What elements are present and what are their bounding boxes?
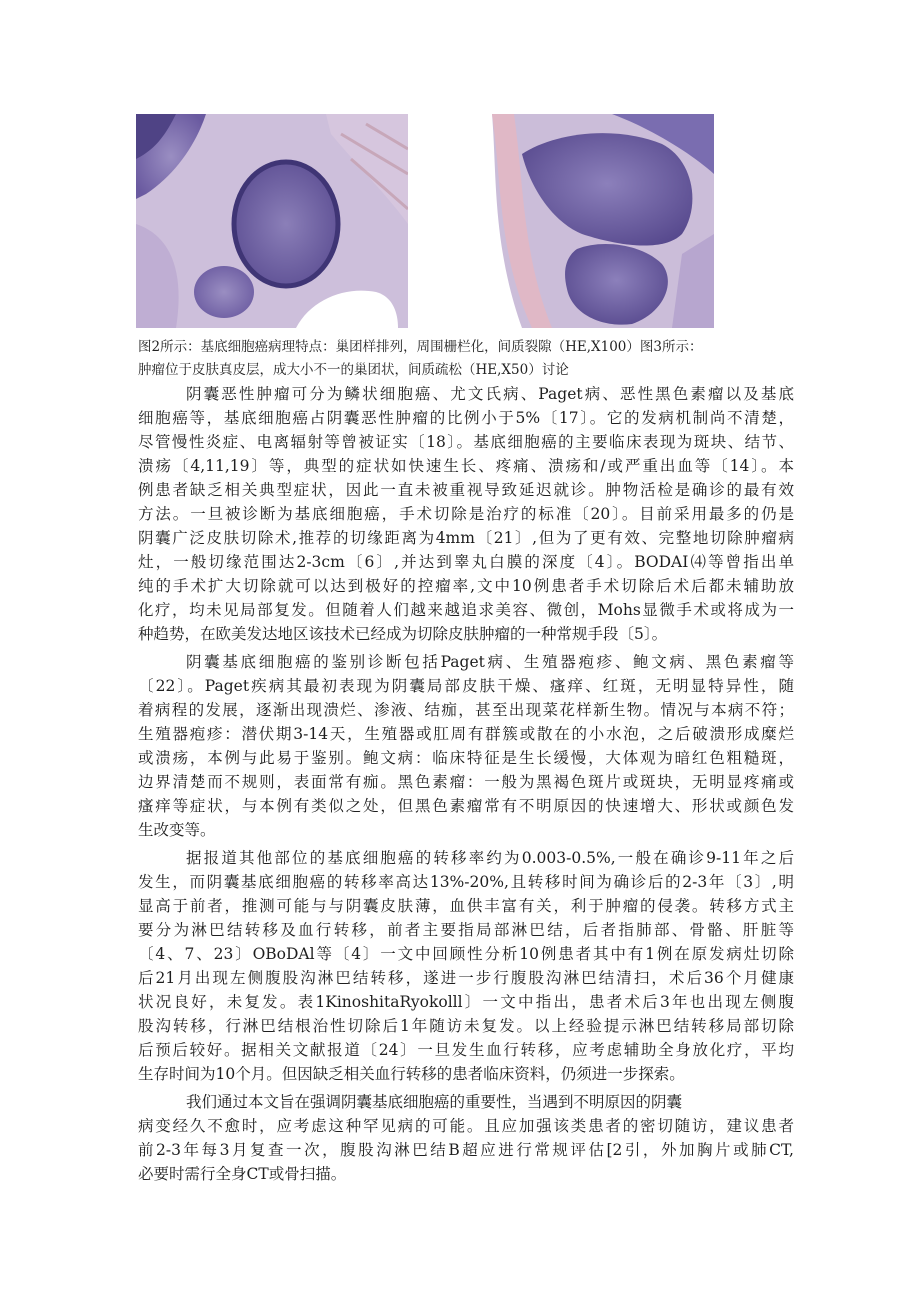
text-line: 病变经久不愈时，应考虑这种罕见病的可能。且应加强该类患者的密切随访，建议患者 <box>138 1117 794 1135</box>
text-line: 后21月出现左侧腹股沟淋巴结转移，遂进一步行腹股沟淋巴结清扫，术后36个月健康 <box>138 969 794 987</box>
text-line: 必要时需行全身CT或骨扫描。 <box>138 1165 347 1183</box>
histology-figure-3 <box>462 114 714 328</box>
text-line: 尽管慢性炎症、电离辐射等曾被证实〔18〕。基底细胞癌的主要临床表现为斑块、结节、 <box>138 433 794 451</box>
text-line: 状况良好，未复发。表1KinoshitaRyokolll〕一文中指出，患者术后3年也出现左侧腹 <box>138 993 794 1011</box>
text-line: 阴囊基底细胞癌的鉴别诊断包括Paget病、生殖器疱疹、鲍文病、黑色素瘤等 <box>186 653 794 671</box>
text-line: 种趋势，在欧美发达地区该技术已经成为切除皮肤肿瘤的一种常规手段〔5〕。 <box>138 625 668 643</box>
text-line: 显高于前者，推测可能与与阴囊皮肤薄，血供丰富有关，利于肿瘤的侵袭。转移方式主 <box>138 897 794 915</box>
text-line: 发生，而阴囊基底细胞癌的转移率高达13%-20%,且转移时间为确诊后的2-3年〔3〕,明 <box>138 873 794 891</box>
text-line: 例患者缺乏相关典型症状，因此一直未被重视导致延迟就诊。肿物活检是确诊的最有效 <box>138 481 794 499</box>
text-line: 阴囊广泛皮肤切除术,推荐的切缘距离为4mm〔21〕,但为了更有效、完整地切除肿瘤病 <box>138 529 794 547</box>
text-line: 要分为淋巴结转移及血行转移，前者主要指局部淋巴结，后者指肺部、骨骼、肝脏等 <box>138 921 794 939</box>
text-line: 〔22〕。Paget疾病其最初表现为阴囊局部皮肤干燥、瘙痒、红斑，无明显特异性，随 <box>138 677 794 695</box>
text-line: 股沟转移，行淋巴结根治性切除后1年随访未复发。以上经验提示淋巴结转移局部切除 <box>138 1017 794 1035</box>
text-line: 生殖器疱疹：潜伏期3-14天，生殖器或肛周有群簇或散在的小水泡，之后破溃形成糜烂 <box>138 725 794 743</box>
text-line: 前2-3年每3月复查一次，腹股沟淋巴结B超应进行常规评估[2引，外加胸片或肺CT, <box>138 1141 794 1159</box>
text-line: 化疗，均未见局部复发。但随着人们越来越追求美容、微创，Mohs显微手术或将成为一 <box>138 601 794 619</box>
figure-2-caption: 图2所示：基底细胞癌病理特点：巢团样排列，周围栅栏化，间质裂隙（HE,X100）图3所示： <box>138 339 703 355</box>
text-line: 细胞癌等，基底细胞癌占阴囊恶性肿瘤的比例小于5%〔17〕。它的发病机制尚不清楚， <box>138 409 794 427</box>
text-line: 着病程的发展，逐渐出现溃烂、渗液、结痂，甚至出现菜花样新生物。情况与本病不符； <box>138 701 794 719</box>
text-line: 灶，一般切缘范围达2-3cm〔6〕,并达到睾丸白膜的深度〔4〕。BODAI⑷等曾指出单 <box>138 553 794 571</box>
text-line: 边界清楚而不规则，表面常有痂。黑色素瘤：一般为黑褐色斑片或斑块，无明显疼痛或 <box>138 773 794 791</box>
text-line: 我们通过本文旨在强调阴囊基底细胞癌的重要性，当遇到不明原因的阴囊 <box>186 1093 683 1111</box>
text-line: 〔4、7、23〕OBoDAl等〔4〕一文中回顾性分析10例患者其中有1例在原发病灶切除 <box>138 945 794 963</box>
text-line: 生改变等。 <box>138 821 216 839</box>
text-line: 据报道其他部位的基底细胞癌的转移率约为0.003-0.5%,一般在确诊9-11年之后 <box>186 849 794 867</box>
figure-3-caption: 肿瘤位于皮肤真皮层，成大小不一的巢团状，间质疏松（HE,X50）讨论 <box>138 362 569 378</box>
text-line: 阴囊恶性肿瘤可分为鳞状细胞癌、尤文氏病、Paget病、恶性黑色素瘤以及基底 <box>186 385 794 403</box>
histology-figure-2 <box>136 114 408 328</box>
text-line: 瘙痒等症状，与本例有类似之处，但黑色素瘤常有不明原因的快速增大、形状或颜色发 <box>138 797 794 815</box>
text-line: 溃疡〔4,11,19〕等，典型的症状如快速生长、疼痛、溃疡和/或严重出血等〔14〕。本 <box>138 457 794 475</box>
text-line: 方法。一旦被诊断为基底细胞癌，手术切除是治疗的标准〔20〕。目前采用最多的仍是 <box>138 505 794 523</box>
text-line: 生存时间为10个月。但因缺乏相关血行转移的患者临床资料，仍须进一步探索。 <box>138 1065 685 1083</box>
text-line: 后预后较好。据相关文献报道〔24〕一旦发生血行转移，应考虑辅助全身放化疗，平均 <box>138 1041 794 1059</box>
text-line: 纯的手术扩大切除就可以达到极好的控瘤率,文中10例患者手术切除后术后都未辅助放 <box>138 577 794 595</box>
text-line: 或溃疡，本例与此易于鉴别。鲍文病：临床特征是生长缓慢，大体观为暗红色粗糙斑， <box>138 749 794 767</box>
